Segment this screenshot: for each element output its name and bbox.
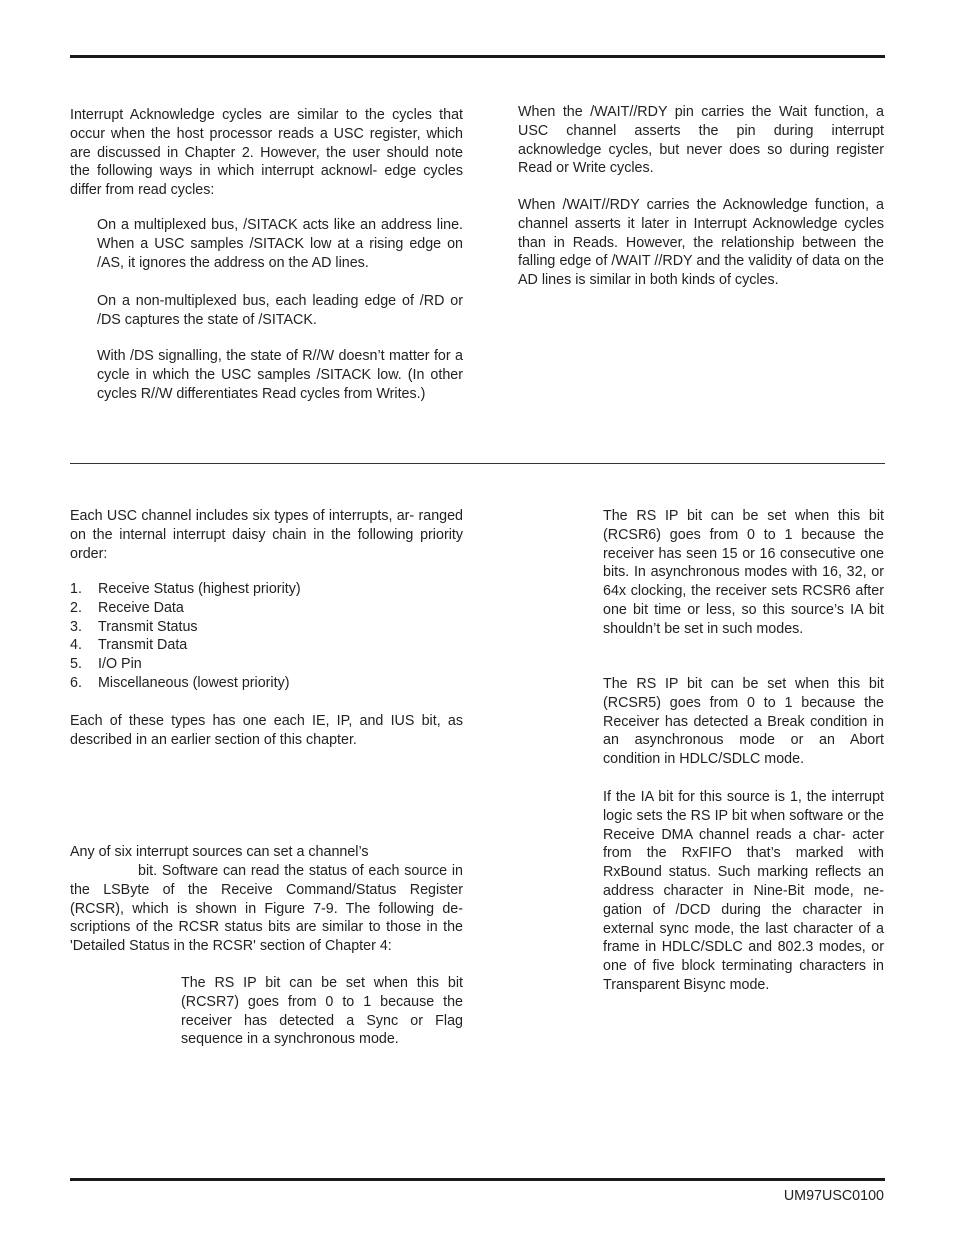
ie-ip-ius-para: Each of these types has one each IE, IP, and IUS bit, as described in an earlier section of this chapter. [70,713,463,748]
non-multiplexed-bus-note: On a non-multiplexed bus, each leading edge of /RD or /DS captures the state of /SITACK. [97,293,463,328]
priority-list [70,580,301,693]
interrupt-sources-line: Any of six interrupt sources can set a channel’s [70,844,369,860]
acknowledge-function-para: When /WAIT//RDY carries the Acknowledge function, a channel asserts it later in Interrupt Acknowledge cycles than in Reads. However, the relationship between the falling edge of /WAIT //RDY and the validity of data on the AD lines is similar in both kinds of cycles. [518,197,884,289]
list-item: 2. Receive Data [70,599,184,616]
interrupt-types-intro: Each USC channel includes six types of interrupts, ar- ranged on the internal interrupt daisy chain in the following priority order: [70,508,463,562]
rcsr6-description: The RS IP bit can be set when this bit (RCSR6) goes from 0 to 1 because the receiver has seen 15 or 16 consecutive one bits. In asynchronous modes with 16, 32, or 64x clocking, the receiver sets RCSR6 after one bit time or less, so this source’s IA bit shouldn’t be set in such modes. [603,508,884,637]
wait-function-para: When the /WAIT//RDY pin carries the Wait function, a USC channel asserts the pin during interrupt acknowledge cycles, but never does so during register Read or Write cycles. [518,104,884,177]
rcsr7-description: The RS IP bit can be set when this bit (RCSR7) goes from 0 to 1 because the receiver has detected a Sync or Flag sequence in a synchronous mode. [181,975,463,1048]
interrupt-ack-intro: Interrupt Acknowledge cycles are similar to the cycles that occur when the host processor reads a USC register, which are discussed in Chapter 2. However, the user should note the following ways in which interrupt acknowl- edge cycles differ from read cycles: [70,107,463,199]
list-item: 4. Transmit Data [70,637,188,654]
ia-bit-description: If the IA bit for this source is 1, the interrupt logic sets the RS IP bit when software or the Receive DMA channel reads a char- acter from the RxFIFO that’s marked with RxBound status. Such marking reflects an address character in Nine-Bit mode, ne- gation of /DCD during the character in external sync mode, the last character of a frame in HDLC/SDLC and 802.3 modes, or one of five block terminating characters in Transparent Bisync mode. [603,789,884,993]
rcsr5-description: The RS IP bit can be set when this bit (RCSR5) goes from 0 to 1 because the Receiver has detected a Break condition in an asynchronous mode or an Abort condition in HDLC/SDLC mode. [603,676,884,768]
section-divider [70,463,885,464]
ds-signalling-note: With /DS signalling, the state of R//W doesn’t matter for a cycle in which the USC samples /SITACK low. (In other cycles R//W differentiates Read cycles from Writes.) [97,348,463,402]
document-code: UM97USC0100 [783,1188,884,1204]
bottom-rule [70,1178,885,1181]
multiplexed-bus-note: On a multiplexed bus, /SITACK acts like an address line. When a USC samples /SITACK low at a rising edge on /AS, it ignores the address on the AD lines. [97,217,463,271]
list-item: 6. Miscellaneous (lowest priority) [70,674,290,691]
list-item: 5. I/O Pin [70,656,142,673]
top-rule [70,55,885,58]
list-item: 1. Receive Status (highest priority) [70,581,301,597]
list-item: 3. Transmit Status [70,618,198,635]
interrupt-sources-para: bit. Software can read the status of each source in the LSByte of the Receive Command/Status Register (RCSR), which is shown in Figure 7-9. The following de- scriptions of the RCSR status bits are similar to those in the 'Detailed Status in the RCSR' section of Chapter 4: [70,863,463,955]
